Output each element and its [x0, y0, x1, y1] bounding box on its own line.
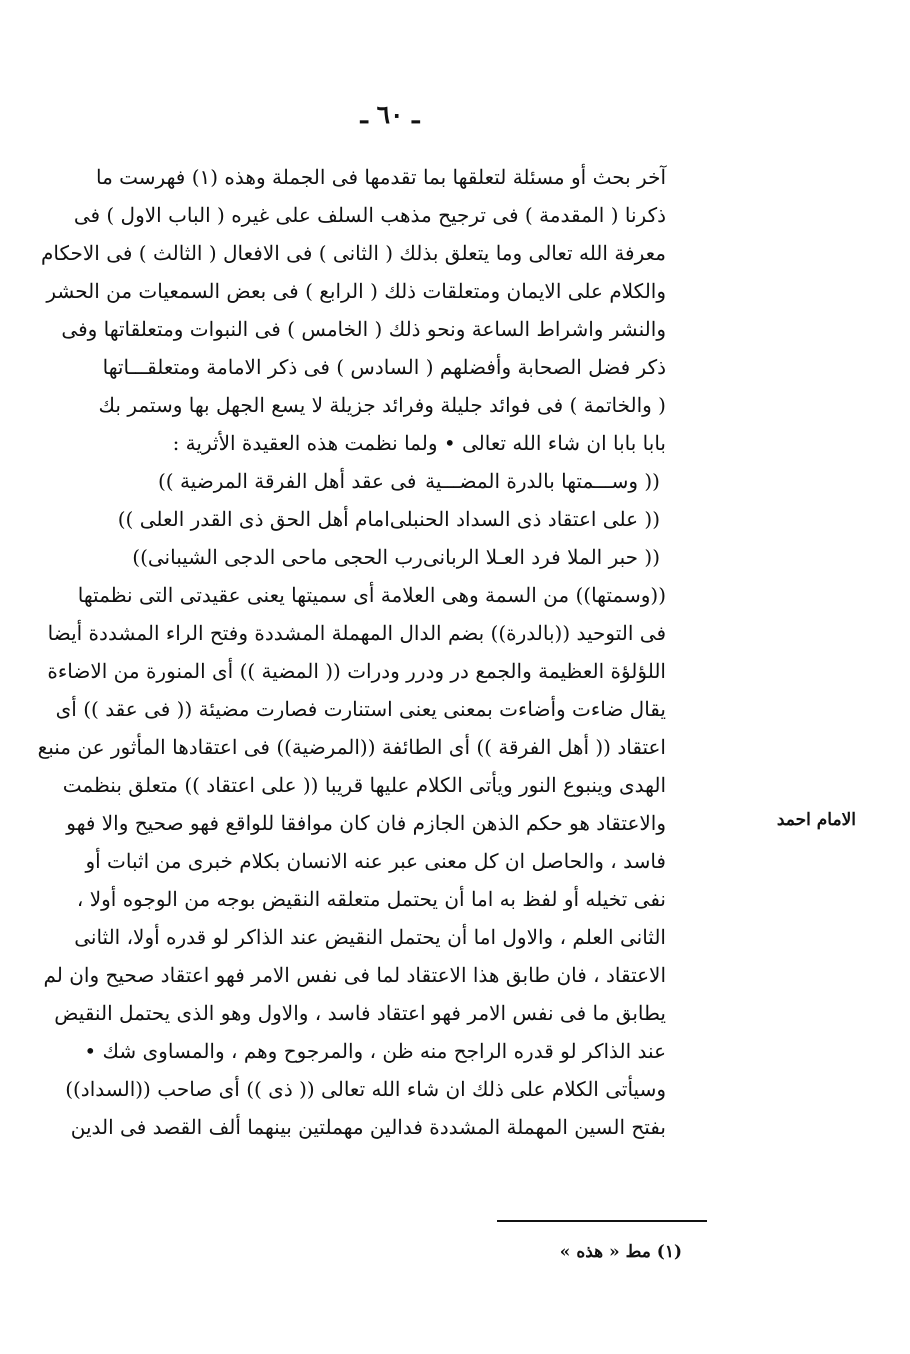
- text-line: ذكرنا ( المقدمة ) فى ترجيح مذهب السلف على غيره ( الباب الاول ) فى: [73, 203, 666, 227]
- text-line: بابا بابا ان شاء الله تعالى • ولما نظمت هذه العقيدة الأثرية :: [172, 431, 666, 455]
- text-line: ((وسمتها)) من السمة وهى العلامة أى سميتها يعنى عقيدتى التى نظمتها: [77, 583, 666, 607]
- text-line: ( والخاتمة ) فى فوائد جليلة وفرائد جزيلة لا يسع الجهل بها وستمر بك: [98, 393, 666, 417]
- text-line: اعتقاد (( أهل الفرقة )) أى الطائفة ((المرضية)) فى اعتقادها المأثور عن منبع: [37, 735, 666, 759]
- verse-second-hemistich: فى عقد أهل الفرقة المرضية )): [158, 469, 417, 493]
- footnote-divider: [497, 1220, 707, 1222]
- verse-first-hemistich: (( على اعتقاد ذى السداد الحنبلى: [389, 507, 660, 531]
- verse-first-hemistich: (( وســـمتها بالدرة المضـــية: [425, 469, 660, 493]
- text-line: معرفة الله تعالى وما يتعلق بذلك ( الثانى ) فى الافعال ( الثالث ) فى الاحكام: [41, 241, 666, 265]
- margin-note: الامام احمد: [776, 810, 856, 830]
- text-line: يطابق ما فى نفس الامر فهو اعتقاد فاسد ، والاول وهو الذى يحتمل النقيض: [54, 1001, 666, 1025]
- text-line: والنشر واشراط الساعة ونحو ذلك ( الخامس ) فى النبوات ومتعلقاتها وفى: [61, 317, 666, 341]
- verse-second-hemistich: امام أهل الحق ذى القدر العلى )): [117, 507, 390, 531]
- page-number: ـ ٦٠ ـ: [360, 100, 420, 129]
- text-line: وسيأتى الكلام على ذلك ان شاء الله تعالى (( ذى )) أى صاحب ((السداد)): [65, 1077, 666, 1101]
- verse-line: [108, 500, 666, 538]
- text-line: والكلام على الايمان ومتعلقات ذلك ( الرابع ) فى بعض السمعيات من الحشر: [46, 279, 666, 303]
- text-line: فاسد ، والحاصل ان كل معنى عبر عنه الانسان بكلام خبرى من اثبات أو: [85, 849, 666, 873]
- text-line: الاعتقاد ، فان طابق هذا الاعتقاد لما فى نفس الامر فهو اعتقاد صحيح وان لم: [43, 963, 666, 987]
- verse-first-hemistich: (( حبر الملا فرد العـلا الربانى: [422, 545, 660, 569]
- text-line: عند الذاكر لو قدره الراجح منه ظن ، والمرجوح وهم ، والمساوى شك •: [84, 1039, 666, 1063]
- text-line: اللؤلؤة العظيمة والجمع در ودرر ودرات (( المضية )) أى المنورة من الاضاءة: [47, 659, 666, 683]
- verse-second-hemistich: رب الحجى ماحى الدجى الشيبانى)): [132, 545, 423, 569]
- footnote: (١) مط « هذه »: [559, 1242, 682, 1262]
- text-line: فى التوحيد ((بالدرة)) بضم الدال المهملة المشددة وفتح الراء المشددة أيضا: [47, 621, 666, 645]
- text-line: آخر بحث أو مسئلة لتعلقها بما تقدمها فى الجملة وهذه (١) فهرست ما: [95, 165, 666, 189]
- text-line: يقال ضاءت وأضاءت بمعنى يعنى استنارت فصارت مضيئة (( فى عقد )) أى: [55, 697, 666, 721]
- text-line: ذكر فضل الصحابة وأفضلهم ( السادس ) فى ذكر الامامة ومتعلقـــاتها: [102, 355, 666, 379]
- text-line: الهدى وينبوع النور ويأتى الكلام عليها قريبا (( على اعتقاد )) متعلق بنظمت: [62, 773, 666, 797]
- text-line: الثانى العلم ، والاول اما أن يحتمل النقيض عند الذاكر لو قدره أولا، الثانى: [74, 925, 666, 949]
- text-line: والاعتقاد هو حكم الذهن الجازم فان كان موافقا للواقع فهو صحيح والا فهو: [66, 811, 666, 835]
- text-line: نفى تخيله أو لفظ به اما أن يحتمل متعلقه النقيض بوجه من الوجوه أولا ،: [76, 887, 666, 911]
- body-text: [37, 158, 666, 1146]
- verse-line: [108, 462, 666, 500]
- text-line: بفتح السين المهملة المشددة فدالين مهملتين بينهما ألف القصد فى الدين: [70, 1115, 666, 1139]
- verse-line: [108, 538, 666, 576]
